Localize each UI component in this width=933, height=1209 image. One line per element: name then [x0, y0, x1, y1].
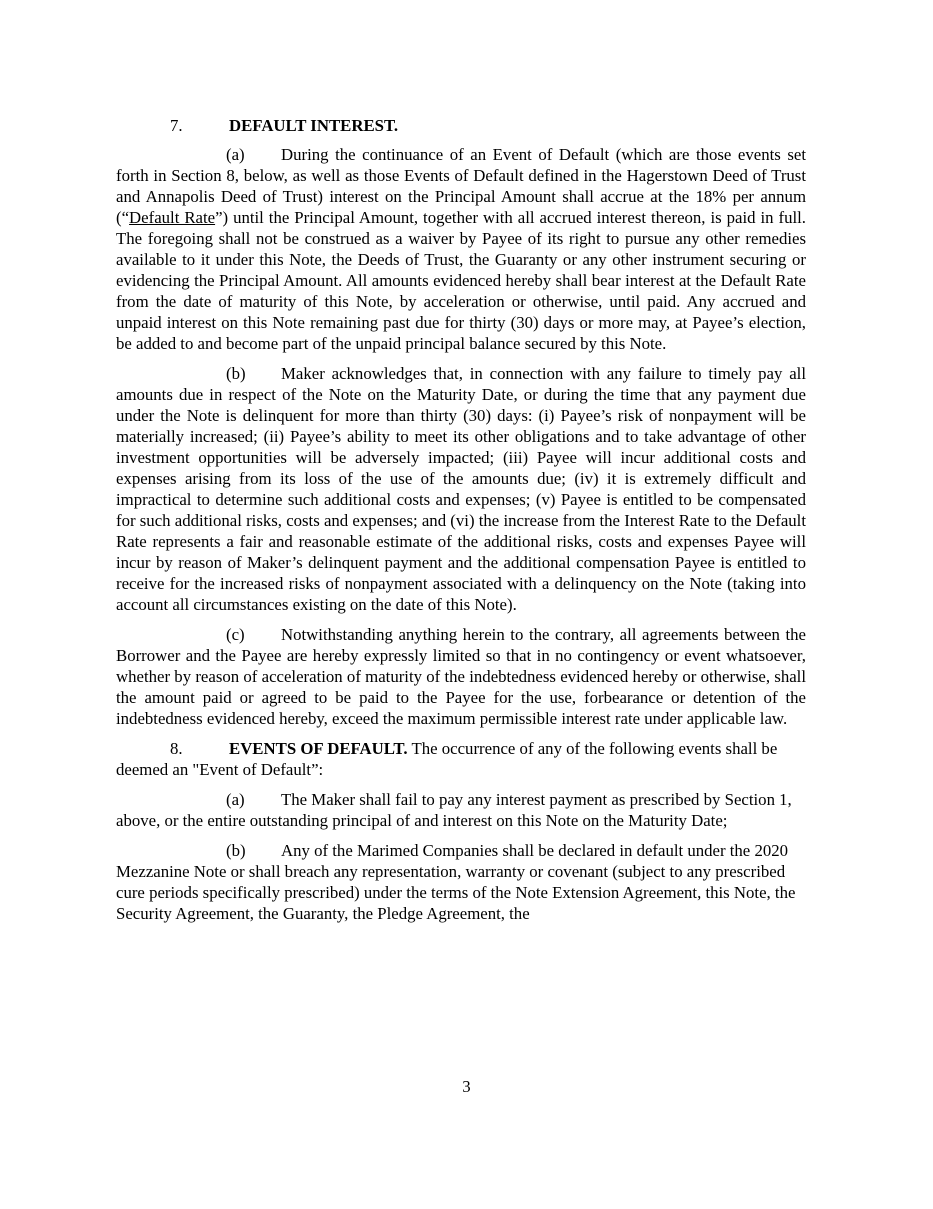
- section-7a-label: (a): [226, 145, 245, 164]
- section-8-number: 8.: [170, 739, 183, 758]
- default-rate-term: Default Rate: [129, 208, 216, 227]
- section-7a-text-part1: During the continuance of an Event of Default (which are those events set forth in Section 8, below, as well as those Events of Default defined in the Hagerstown Deed of Trust and Annapolis Deed of Trust) interest on the Principal Amount shall accrue at the 18% per annum (“: [116, 145, 806, 227]
- section-8b-text: Any of the Marimed Companies shall be declared in default under the 2020 Mezzanine Note or shall breach any representation, warranty or covenant (subject to any prescribed cure periods specifically prescribed) under the terms of the Note Extension Agreement, this Note, the Security Agreement, the Guaranty, the Pledge Agreement, the: [116, 841, 796, 923]
- section-8-heading-paragraph: [116, 738, 806, 780]
- section-7b-paragraph: [116, 363, 806, 615]
- section-7c-paragraph: [116, 624, 806, 729]
- section-8a-text: The Maker shall fail to pay any interest payment as prescribed by Section 1, above, or the entire outstanding principal of and interest on this Note on the Maturity Date;: [116, 790, 792, 830]
- section-7a-text-part2: ”) until the Principal Amount, together with all accrued interest thereon, is paid in full. The foregoing shall not be construed as a waiver by Payee of its right to pursue any other remedies available to it under this Note, the Deeds of Trust, the Guaranty or any other instrument securing or evidencing the Principal Amount. All amounts evidenced hereby shall bear interest at the Default Rate from the date of maturity of this Note, by acceleration or otherwise, until paid. Any accrued and unpaid interest on this Note remaining past due for thirty (30) days or more may, at Payee’s election, be added to and become part of the unpaid principal balance secured by this Note.: [116, 208, 806, 353]
- document-body: [116, 115, 806, 933]
- section-7c-label: (c): [226, 625, 245, 644]
- section-8b-label: (b): [226, 841, 246, 860]
- section-7c-text: Notwithstanding anything herein to the contrary, all agreements between the Borrower and the Payee are hereby expressly limited so that in no contingency or event whatsoever, whether by reason of acceleration of maturity of the indebtedness evidenced hereby or otherwise, shall the amount paid or agreed to be paid to the Payee for the use, forbearance or detention of the indebtedness evidenced hereby, exceed the maximum permissible interest rate under applicable law.: [116, 625, 806, 728]
- section-7b-label: (b): [226, 364, 246, 383]
- section-8a-label: (a): [226, 790, 245, 809]
- section-7-heading: [116, 115, 806, 136]
- section-8-intro: The occurrence of any of the following events shall be deemed an "Event of Default”:: [116, 739, 778, 779]
- page-number: 3: [462, 1077, 471, 1096]
- section-8b-paragraph: [116, 840, 806, 924]
- section-7b-text: Maker acknowledges that, in connection with any failure to timely pay all amounts due in respect of the Note on the Maturity Date, or during the time that any payment due under the Note is delinquent for more than thirty (30) days: (i) Payee’s risk of nonpayment will be materially increased; (ii) Payee’s ability to meet its other obligations and to take advantage of other investment opportunities will be adversely impacted; (iii) Payee will incur additional costs and expenses arising from its loss of the use of the amounts due; (iv) it is extremely difficult and impractical to determine such additional costs and expenses; (v) Payee is entitled to be compensated for such additional risks, costs and expenses; and (vi) the increase from the Interest Rate to the Default Rate represents a fair and reasonable estimate of the additional risks, costs and expenses Payee will incur by reason of Maker’s delinquent payment and the additional compensation Payee is entitled to receive for the increased risks of nonpayment associated with a delinquency on the Note (taking into account all circumstances existing on the date of this Note).: [116, 364, 806, 614]
- section-8-title: EVENTS OF DEFAULT.: [229, 739, 408, 758]
- section-7a-paragraph: [116, 144, 806, 354]
- section-7-title: DEFAULT INTEREST.: [229, 116, 399, 135]
- section-7-number: 7.: [170, 116, 183, 135]
- section-8a-paragraph: [116, 789, 806, 831]
